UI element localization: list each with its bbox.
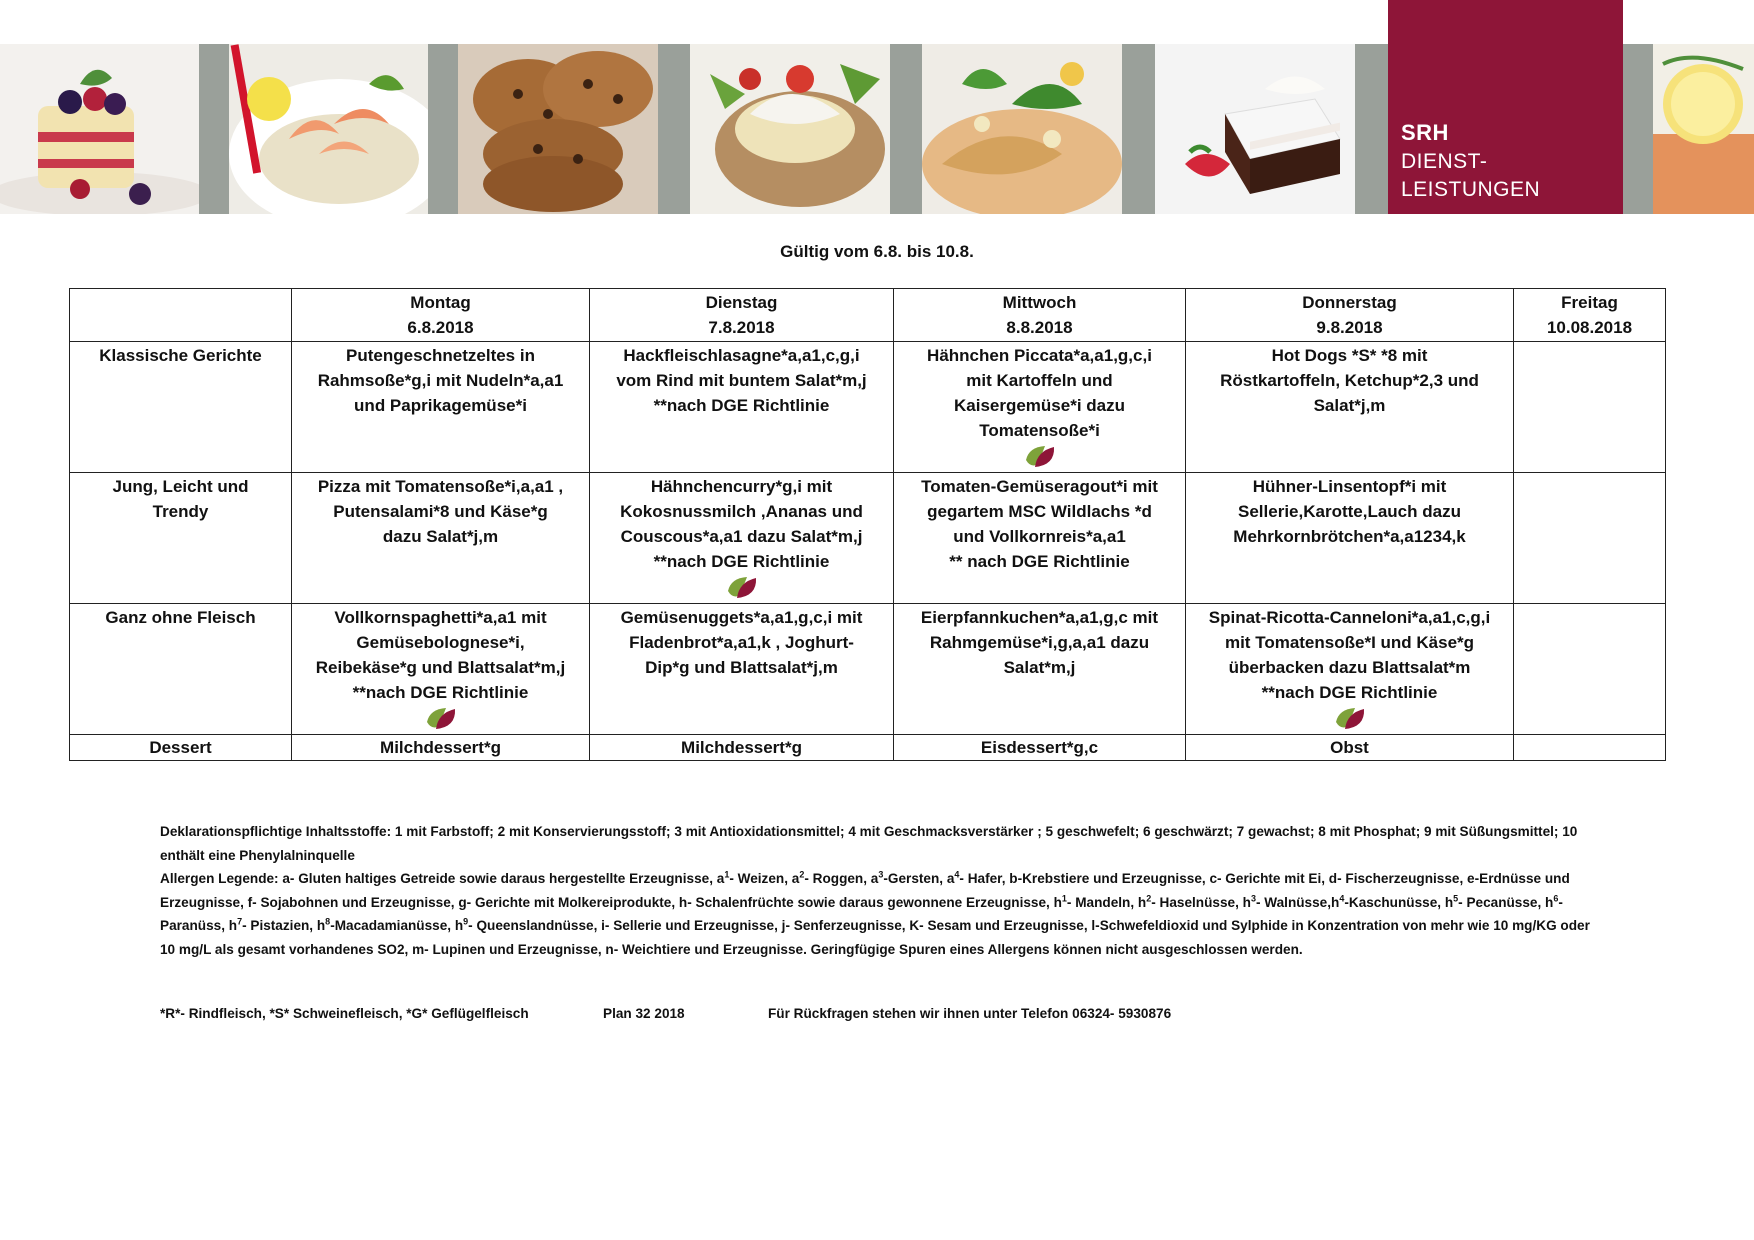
dish-text: Hackfleischlasagne*a,a1,c,g,i vom Rind mit buntem Salat*m,j **nach DGE Richtlinie bbox=[616, 346, 867, 415]
menu-cell: Milchdessert*g bbox=[590, 735, 894, 761]
legend-superscript: 1 bbox=[1061, 892, 1067, 903]
category-label: Jung, Leicht und Trendy bbox=[70, 473, 292, 604]
additives-legend: Deklarationspflichtige Inhaltsstoffe: 1 mit Farbstoff; 2 mit Konservierungsstoff; 3 mit Antioxidationsmittel; 4 mit Geschmacksverstärker ; 5 geschwefelt; 6 geschwärzt; 7 gewachst; 8 mit Phosphat; 9 mit Süßungsmittel; 10 enthält eine Phenylalninquelle bbox=[160, 824, 1578, 863]
legend-text: - Haselnüsse, h bbox=[1151, 894, 1251, 910]
category-label: Klassische Gerichte bbox=[70, 342, 292, 473]
legend-superscript: 1 bbox=[724, 869, 730, 880]
dish-text: Hähnchen Piccata*a,a1,g,c,i mit Kartoffeln und Kaisergemüse*i dazu Tomatensoße*i bbox=[927, 346, 1152, 440]
day-header: Freitag 10.08.2018 bbox=[1514, 289, 1666, 342]
menu-cell bbox=[1186, 342, 1514, 473]
legend-text: - Queenslandnüsse, i- Sellerie und Erzeugnisse, j- Senferzeugnisse, K- Sesam und Erzeugnisse, l-Schwefeldioxid und Sylphide in Konzentration von mehr wie 10 mg/KG oder 10 mg/L als gesamt vorhandenes SO2, m- Lupinen und Erzeugnisse, n- Weichtiere und Erzeugnisse. Geringfügige Spuren eines Allergens können nicht ausgeschlossen werden. bbox=[160, 918, 1590, 957]
legend-text: - Pistazien, h bbox=[242, 918, 326, 933]
vegetable-leaf-icon bbox=[1333, 707, 1367, 733]
dish-text: Hähnchencurry*g,i mit Kokosnussmilch ,Ananas und Couscous*a,a1 dazu Salat*m,j **nach DGE Richtlinie bbox=[620, 477, 863, 571]
menu-cell bbox=[292, 473, 590, 604]
menu-cell bbox=[1186, 604, 1514, 735]
dish-text: Eierpfannkuchen*a,a1,g,c mit Rahmgemüse*i,g,a,a1 dazu Salat*m,j bbox=[920, 608, 1159, 677]
legend-superscript: 8 bbox=[325, 916, 331, 927]
dish-text: Pizza mit Tomatensoße*i,a,a1 , Putensalami*8 und Käse*g dazu Salat*j,m bbox=[317, 477, 564, 546]
photo-baked-potato bbox=[690, 44, 890, 214]
legend-superscript: 7 bbox=[237, 916, 243, 927]
day-header: Mittwoch 8.8.2018 bbox=[894, 289, 1186, 342]
vegetable-leaf-icon bbox=[1023, 445, 1057, 471]
legend-superscript: 3 bbox=[878, 869, 884, 880]
menu-cell: Milchdessert*g bbox=[292, 735, 590, 761]
legend-text: -Macadamianüsse, h bbox=[330, 918, 464, 933]
brand-line-3: LEISTUNGEN bbox=[1401, 178, 1541, 201]
brand-line-1: SRH bbox=[1401, 120, 1449, 145]
weekly-menu-table bbox=[69, 288, 1666, 761]
dish-text: Hühner-Linsentopf*i mit Sellerie,Karotte,Lauch dazu Mehrkornbrötchen*a,a1234,k bbox=[1233, 477, 1466, 546]
dish-text: Gemüsenuggets*a,a1,g,c,i mit Fladenbrot*a,a1,k , Joghurt- Dip*g und Blattsalat*j,m bbox=[620, 608, 863, 677]
legend-superscript: 2 bbox=[1146, 892, 1152, 903]
dish-text: Spinat-Ricotta-Canneloni*a,a1,c,g,i mit Tomatensoße*I und Käse*g überbacken dazu Blattsalat*m **nach DGE Richtlinie bbox=[1208, 608, 1491, 702]
meat-legend: *R*- Rindfleisch, *S* Schweinefleisch, *G* Geflügelfleisch bbox=[160, 1006, 529, 1021]
menu-cell bbox=[894, 473, 1186, 604]
day-header: Dienstag 7.8.2018 bbox=[590, 289, 894, 342]
legend-text: - Pecanüsse, h bbox=[1458, 894, 1554, 910]
legend-text: - Paranüss, h bbox=[160, 894, 1563, 933]
corner-cell bbox=[70, 289, 292, 342]
table-row bbox=[70, 604, 1666, 735]
menu-cell bbox=[1514, 735, 1666, 761]
photo-chocolate-cake bbox=[1155, 44, 1355, 214]
contact-info: Für Rückfragen stehen wir ihnen unter Telefon 06324- 5930876 bbox=[768, 1006, 1172, 1021]
legend-superscript: 4 bbox=[954, 869, 960, 880]
menu-cell bbox=[1514, 473, 1666, 604]
legend-superscript: 5 bbox=[1453, 892, 1459, 903]
menu-cell bbox=[590, 604, 894, 735]
vegetable-leaf-icon bbox=[725, 576, 759, 602]
srh-logo bbox=[1388, 0, 1623, 214]
menu-cell bbox=[590, 342, 894, 473]
menu-cell bbox=[1514, 342, 1666, 473]
legend-block bbox=[160, 820, 1590, 961]
legend-superscript: 9 bbox=[463, 916, 469, 927]
table-row bbox=[70, 735, 1666, 761]
photo-cookies bbox=[458, 44, 658, 214]
legend-text: -Gersten, a bbox=[883, 871, 955, 886]
dish-text: Hot Dogs *S* *8 mit Röstkartoffeln, Ketchup*2,3 und Salat*j,m bbox=[1220, 346, 1479, 415]
legend-text: - Hafer, b-Krebstiere und Erzeugnisse, c- Gerichte mit Ei, d- Fischerzeugnisse, e-Erdnüsse und Erzeugnisse, f- Sojabohnen und Erzeugnisse, g- Gerichte mit Molkereiprodukte, h- Schalenfrüchte sowie daraus gewonnene Erzeugnisse, h bbox=[160, 871, 1570, 910]
plan-number: Plan 32 2018 bbox=[603, 1006, 685, 1021]
table-row bbox=[70, 473, 1666, 604]
category-label: Ganz ohne Fleisch bbox=[70, 604, 292, 735]
legend-text: - Walnüsse,h bbox=[1255, 894, 1340, 910]
menu-cell bbox=[894, 342, 1186, 473]
legend-text: - Mandeln, h bbox=[1066, 894, 1147, 910]
legend-text: - Roggen, a bbox=[804, 871, 879, 886]
menu-cell bbox=[292, 604, 590, 735]
dish-text: Tomaten-Gemüseragout*i mit gegartem MSC Wildlachs *d und Vollkornreis*a,a1 ** nach DGE Richtlinie bbox=[921, 477, 1158, 571]
menu-cell bbox=[894, 604, 1186, 735]
brand-line-2: DIENST- bbox=[1401, 150, 1488, 173]
menu-cell: Eisdessert*g,c bbox=[894, 735, 1186, 761]
legend-superscript: 6 bbox=[1553, 892, 1559, 903]
day-header: Montag 6.8.2018 bbox=[292, 289, 590, 342]
legend-text: -Kaschunüsse, h bbox=[1344, 894, 1454, 910]
menu-cell bbox=[590, 473, 894, 604]
allergen-legend bbox=[160, 867, 1590, 961]
legend-superscript: 3 bbox=[1250, 892, 1256, 903]
validity-period: Gültig vom 6.8. bis 10.8. bbox=[780, 242, 974, 261]
dish-text: Vollkornspaghetti*a,a1 mit Gemüsebolognese*i, Reibekäse*g und Blattsalat*m,j **nach DGE Richtlinie bbox=[315, 608, 566, 702]
photo-chicken-vegetables bbox=[922, 44, 1122, 214]
table-row bbox=[70, 342, 1666, 473]
legend-superscript: 4 bbox=[1339, 892, 1345, 903]
legend-text: - Weizen, a bbox=[729, 871, 800, 886]
menu-cell bbox=[1514, 604, 1666, 735]
legend-text: Allergen Legende: a- Gluten haltiges Getreide sowie daraus hergestellte Erzeugnisse, a bbox=[160, 871, 725, 886]
menu-cell bbox=[292, 342, 590, 473]
table-header-row bbox=[70, 289, 1666, 342]
menu-cell bbox=[1186, 473, 1514, 604]
photo-shrimp-rice bbox=[229, 44, 428, 214]
photo-salmon-lemon bbox=[1653, 44, 1754, 214]
dish-text: Putengeschnetzeltes in Rahmsoße*g,i mit Nudeln*a,a1 und Paprikagemüse*i bbox=[317, 346, 564, 415]
day-header: Donnerstag 9.8.2018 bbox=[1186, 289, 1514, 342]
vegetable-leaf-icon bbox=[424, 707, 458, 733]
photo-dessert-tartlet bbox=[0, 44, 199, 214]
menu-cell: Obst bbox=[1186, 735, 1514, 761]
legend-superscript: 2 bbox=[799, 869, 805, 880]
category-label: Dessert bbox=[70, 735, 292, 761]
